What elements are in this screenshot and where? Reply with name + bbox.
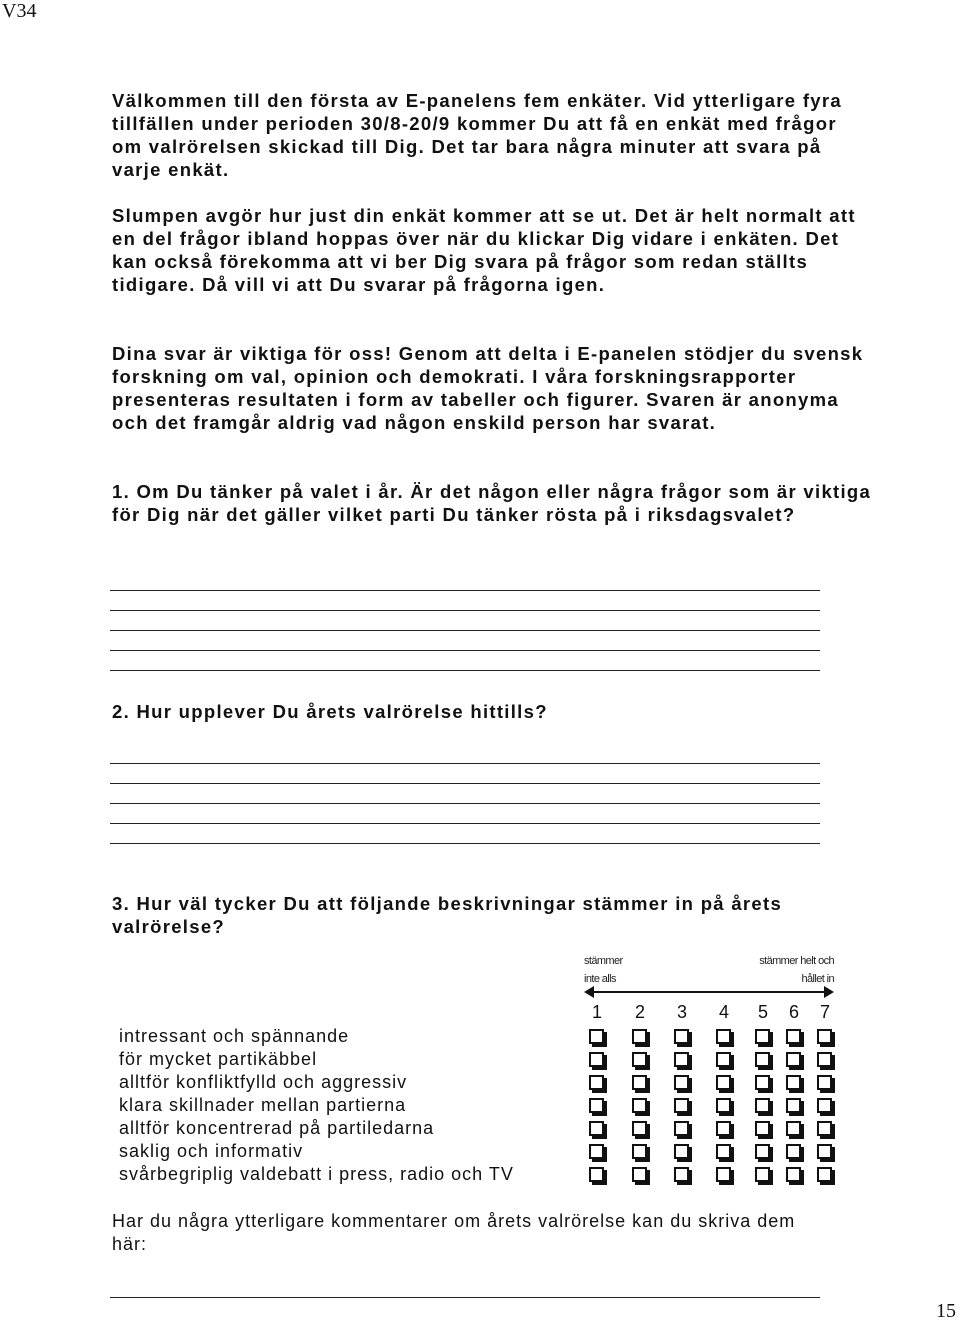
rating-checkbox[interactable] — [674, 1075, 689, 1090]
answer-line[interactable] — [110, 764, 820, 784]
rating-checkbox[interactable] — [632, 1144, 647, 1159]
rating-checkbox[interactable] — [632, 1052, 647, 1067]
rating-checkbox[interactable] — [716, 1167, 731, 1182]
rating-checkbox[interactable] — [632, 1121, 647, 1136]
question-2-answer-area[interactable] — [110, 744, 820, 844]
rating-checkbox[interactable] — [755, 1075, 770, 1090]
rating-checkbox[interactable] — [674, 1167, 689, 1182]
rating-checkbox[interactable] — [716, 1052, 731, 1067]
rating-checkbox[interactable] — [817, 1121, 832, 1136]
question-2: 2. Hur upplever Du årets valrörelse hittills? — [112, 701, 548, 722]
answer-line[interactable] — [110, 571, 820, 591]
rating-checkbox[interactable] — [817, 1167, 832, 1182]
rating-checkbox[interactable] — [589, 1029, 604, 1044]
rating-checkbox[interactable] — [755, 1098, 770, 1113]
rating-checkbox[interactable] — [589, 1144, 604, 1159]
answer-line[interactable] — [110, 784, 820, 804]
scale-number-6: 6 — [788, 1002, 799, 1022]
comment-prompt: Har du några ytterligare kommentarer om årets valrörelse kan du skriva dem här: — [112, 1211, 796, 1254]
rating-checkbox[interactable] — [786, 1144, 801, 1159]
scale-header — [584, 952, 834, 1002]
scale-number-2: 2 — [634, 1002, 645, 1022]
intro-paragraph-3: Dina svar är viktiga för oss! Genom att delta i E-panelen stödjer du svensk forskning om val, opinion och demokrati. I våra forskningsrapporter presenteras resultaten i form av tabeller och figurer. Svaren är anonyma och det framgår aldrig vad någon enskild person har svarat. — [112, 343, 864, 433]
rating-checkbox[interactable] — [755, 1167, 770, 1182]
rating-checkbox[interactable] — [817, 1029, 832, 1044]
rating-item-label: svårbegriplig valdebatt i press, radio och TV — [119, 1164, 514, 1184]
double-arrow-icon — [584, 984, 834, 1000]
rating-checkbox[interactable] — [716, 1098, 731, 1113]
rating-checkbox[interactable] — [716, 1029, 731, 1044]
question-1: 1. Om Du tänker på valet i år. Är det någon eller några frågor som är viktiga för Dig när det gäller vilket parti Du tänker rösta på i riksdagsvalet? — [112, 481, 872, 525]
scale-number-4: 4 — [718, 1002, 729, 1022]
rating-checkbox[interactable] — [674, 1098, 689, 1113]
rating-checkbox[interactable] — [786, 1121, 801, 1136]
rating-checkbox[interactable] — [674, 1052, 689, 1067]
scale-number-7: 7 — [819, 1002, 830, 1022]
rating-checkbox[interactable] — [786, 1029, 801, 1044]
rating-checkbox[interactable] — [716, 1121, 731, 1136]
rating-item-label: för mycket partikäbbel — [119, 1049, 318, 1069]
rating-checkbox[interactable] — [632, 1098, 647, 1113]
rating-checkbox[interactable] — [716, 1144, 731, 1159]
rating-checkbox[interactable] — [589, 1121, 604, 1136]
scale-right-label-line: hållet in — [801, 973, 834, 985]
rating-checkbox[interactable] — [674, 1144, 689, 1159]
answer-line[interactable] — [110, 744, 820, 764]
rating-checkbox[interactable] — [589, 1167, 604, 1182]
rating-checkbox[interactable] — [674, 1121, 689, 1136]
answer-line[interactable] — [110, 591, 820, 611]
scale-left-label-line: inte alls — [584, 973, 616, 985]
rating-item-label: alltför koncentrerad på partiledarna — [119, 1118, 435, 1138]
intro-paragraph-2: Slumpen avgör hur just din enkät kommer att se ut. Det är helt normalt att en del frågor ibland hoppas över när du klickar Dig vidare i enkäten. Det kan också förekomma att vi ber Dig svara på frågor som redan ställts tidigare. Då vill vi att Du svarar på frågorna igen. — [112, 205, 856, 295]
rating-item-label: alltför konfliktfylld och aggressiv — [119, 1072, 408, 1092]
rating-checkbox[interactable] — [817, 1098, 832, 1113]
rating-checkbox[interactable] — [632, 1167, 647, 1182]
scale-number-5: 5 — [757, 1002, 768, 1022]
answer-line[interactable] — [110, 651, 820, 671]
rating-checkbox[interactable] — [632, 1075, 647, 1090]
question-3: 3. Hur väl tycker Du att följande beskrivningar stämmer in på årets valrörelse? — [112, 893, 783, 937]
rating-checkbox[interactable] — [674, 1029, 689, 1044]
rating-checkbox[interactable] — [755, 1121, 770, 1136]
rating-item-label: intressant och spännande — [119, 1026, 350, 1046]
scale-left-label-line: stämmer — [584, 955, 623, 967]
rating-checkbox[interactable] — [786, 1075, 801, 1090]
document-id: V34 — [2, 0, 37, 22]
question-1-answer-area[interactable] — [110, 571, 820, 671]
rating-checkbox[interactable] — [755, 1052, 770, 1067]
scale-number-1: 1 — [591, 1002, 602, 1022]
rating-item-label: saklig och informativ — [119, 1141, 304, 1161]
scale-right-label — [759, 952, 834, 988]
rating-checkbox[interactable] — [632, 1029, 647, 1044]
scale-number-3: 3 — [676, 1002, 687, 1022]
rating-checkbox[interactable] — [817, 1075, 832, 1090]
intro-paragraph-1: Välkommen till den första av E-panelens fem enkäter. Vid ytterligare fyra tillfällen under perioden 30/8-20/9 kommer Du att få en enkät med frågor om valrörelsen skickad till Dig. Det tar bara några minuter att svara på varje enkät. — [112, 90, 842, 180]
answer-line[interactable] — [110, 611, 820, 631]
rating-checkbox[interactable] — [786, 1052, 801, 1067]
rating-checkbox[interactable] — [589, 1075, 604, 1090]
answer-line[interactable] — [110, 631, 820, 651]
answer-line[interactable] — [110, 1278, 820, 1298]
rating-checkbox[interactable] — [716, 1075, 731, 1090]
rating-item-label: klara skillnader mellan partierna — [119, 1095, 407, 1115]
rating-checkbox[interactable] — [817, 1052, 832, 1067]
rating-checkbox[interactable] — [786, 1167, 801, 1182]
scale-right-label-line: stämmer helt och — [759, 955, 834, 967]
page-number: 15 — [936, 1300, 956, 1322]
rating-checkbox[interactable] — [755, 1144, 770, 1159]
rating-checkbox[interactable] — [786, 1098, 801, 1113]
comment-answer-area[interactable] — [110, 1278, 820, 1298]
scale-left-label — [584, 952, 623, 988]
answer-line[interactable] — [110, 824, 820, 844]
answer-line[interactable] — [110, 804, 820, 824]
rating-checkbox[interactable] — [817, 1144, 832, 1159]
rating-checkbox[interactable] — [755, 1029, 770, 1044]
rating-checkbox[interactable] — [589, 1098, 604, 1113]
rating-checkbox[interactable] — [589, 1052, 604, 1067]
